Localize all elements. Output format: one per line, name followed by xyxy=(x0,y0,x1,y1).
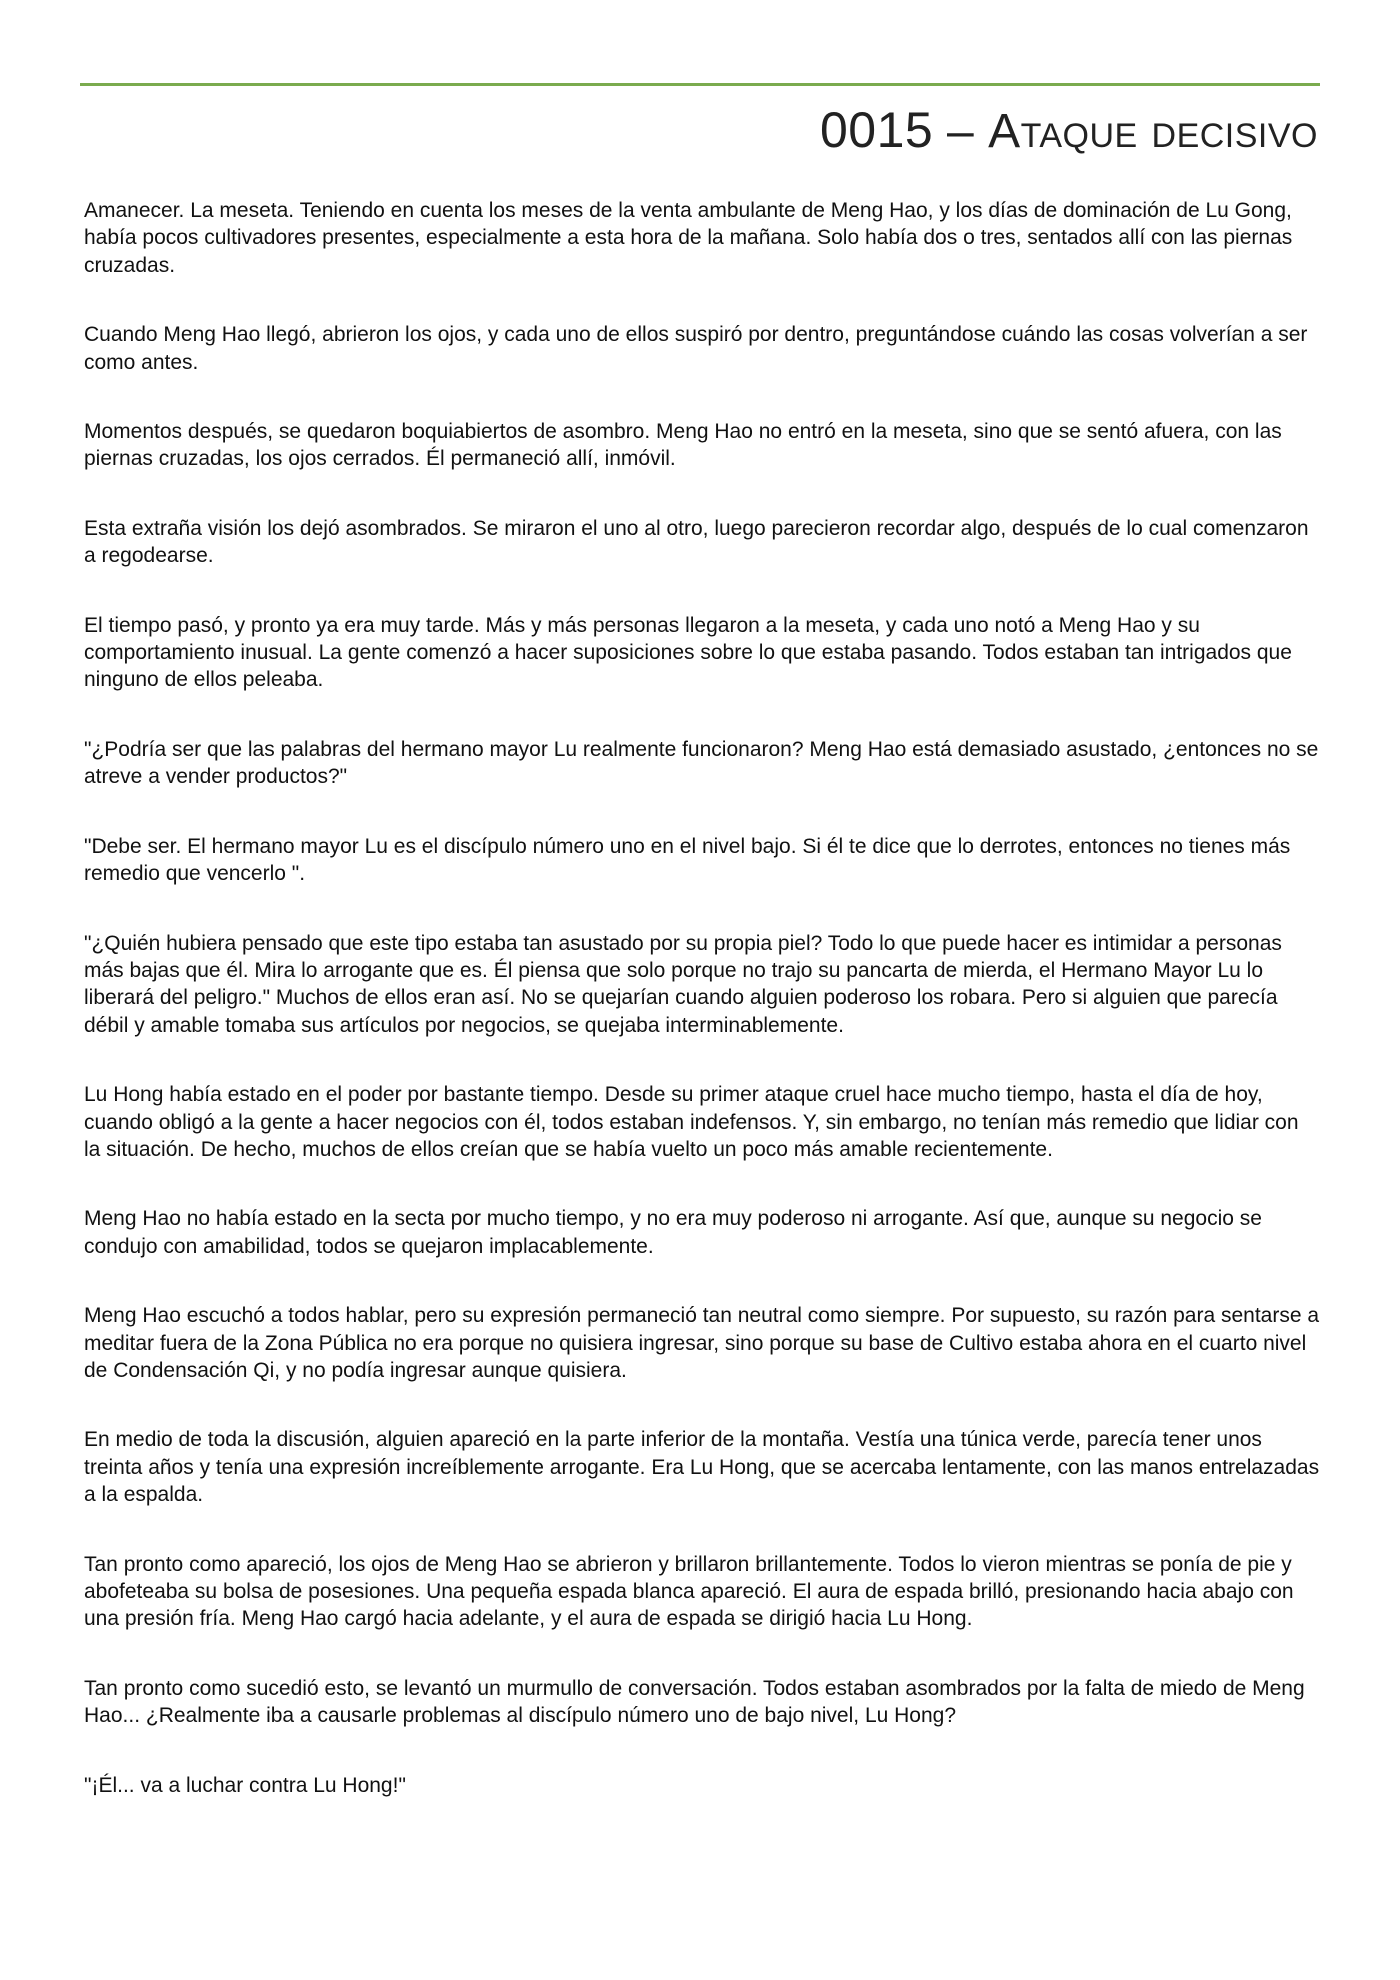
chapter-title-separator: – xyxy=(933,105,989,158)
paragraph: Momentos después, se quedaron boquiabiertos de asombro. Meng Hao no entró en la meseta, sino que se sentó afuera, con las piernas cruzadas, los ojos cerrados. Él permaneció allí, inmóvil. xyxy=(84,420,1282,471)
paragraph: Meng Hao escuchó a todos hablar, pero su expresión permaneció tan neutral como siempre. Por supuesto, su razón para sentarse a meditar fuera de la Zona Pública no era porque no quisiera ingresar, sino porque su base de Cultivo estaba ahora en el cuarto nivel de Condensación Qi, y no podía ingresar aunque quisiera. xyxy=(84,1304,1320,1382)
paragraph: Meng Hao no había estado en la secta por mucho tiempo, y no era muy poderoso ni arrogante. Así que, aunque su negocio se condujo con amabilidad, todos se quejaron implacablemente. xyxy=(84,1207,1262,1258)
paragraph: Lu Hong había estado en el poder por bastante tiempo. Desde su primer ataque cruel hace mucho tiempo, hasta el día de hoy, cuando obligó a la gente a hacer negocios con él, todos estaban indefensos. Y, sin embargo, no tenían más remedio que lidiar con la situación. De hecho, muchos de ellos creían que se había vuelto un poco más amable recientemente. xyxy=(84,1083,1299,1161)
paragraph: "¡Él... va a luchar contra Lu Hong!" xyxy=(84,1773,406,1797)
chapter-title-text: Ataque decisivo xyxy=(988,105,1318,158)
paragraph: Tan pronto como apareció, los ojos de Meng Hao se abrieron y brillaron brillantemente. Todos lo vieron mientras se ponía de pie y abofeteaba su bolsa de posesiones. Una pequeña espada blanca apareció. El aura de espada brilló, presionando hacia abajo con una presión fría. Meng Hao cargó hacia adelante, y el aura de espada se dirigió hacia Lu Hong. xyxy=(84,1552,1294,1631)
paragraph: En medio de toda la discusión, alguien apareció en la parte inferior de la montaña. Vestía una túnica verde, parecía tener unos treinta años y tenía una expresión increíblemente arrogante. Era Lu Hong, que se acercaba lentamente, con las manos entrelazadas a la espalda. xyxy=(84,1428,1320,1507)
paragraph: "¿Quién hubiera pensado que este tipo estaba tan asustado por su propia piel? Todo lo que puede hacer es intimidar a personas más bajas que él. Mira lo arrogante que es. Él piensa que solo porque no trajo su pancarta de mierda, el Hermano Mayor Lu lo liberará del peligro." Muchos de ellos eran así. No se quejarían cuando alguien poderoso los robara. Pero si alguien que parecía débil y amable tomaba sus artículos por negocios, se quejaba interminablemente. xyxy=(84,931,1282,1037)
paragraph: Cuando Meng Hao llegó, abrieron los ojos, y cada uno de ellos suspiró por dentro, preguntándose cuándo las cosas volverían a ser como antes. xyxy=(84,323,1308,374)
chapter-title xyxy=(820,98,1318,164)
paragraph: Tan pronto como sucedió esto, se levantó un murmullo de conversación. Todos estaban asombrados por la falta de miedo de Meng Hao... ¿Realmente iba a causarle problemas al discípulo número uno de bajo nivel, Lu Hong? xyxy=(84,1676,1305,1728)
paragraph: "Debe ser. El hermano mayor Lu es el discípulo número uno en el nivel bajo. Si él te dice que lo derrotes, entonces no tienes más remedio que vencerlo ". xyxy=(84,834,1291,886)
chapter-body xyxy=(84,197,1320,1841)
chapter-number: 0015 xyxy=(819,102,934,158)
paragraph: Amanecer. La meseta. Teniendo en cuenta los meses de la venta ambulante de Meng Hao, y los días de dominación de Lu Gong, había pocos cultivadores presentes, especialmente a esta hora de la mañana. Solo había dos o tres, sentados allí con las piernas cruzadas. xyxy=(84,199,1293,277)
paragraph: "¿Podría ser que las palabras del hermano mayor Lu realmente funcionaron? Meng Hao está demasiado asustado, ¿entonces no se atreve a vender productos?" xyxy=(84,737,1319,789)
header-rule xyxy=(80,83,1320,86)
paragraph: Esta extraña visión los dejó asombrados. Se miraron el uno al otro, luego parecieron recordar algo, después de lo cual comenzaron a regodearse. xyxy=(84,516,1309,568)
paragraph: El tiempo pasó, y pronto ya era muy tarde. Más y más personas llegaron a la meseta, y cada uno notó a Meng Hao y su comportamiento inusual. La gente comenzó a hacer suposiciones sobre lo que estaba pasando. Todos estaban tan intrigados que ninguno de ellos peleaba. xyxy=(84,613,1292,692)
